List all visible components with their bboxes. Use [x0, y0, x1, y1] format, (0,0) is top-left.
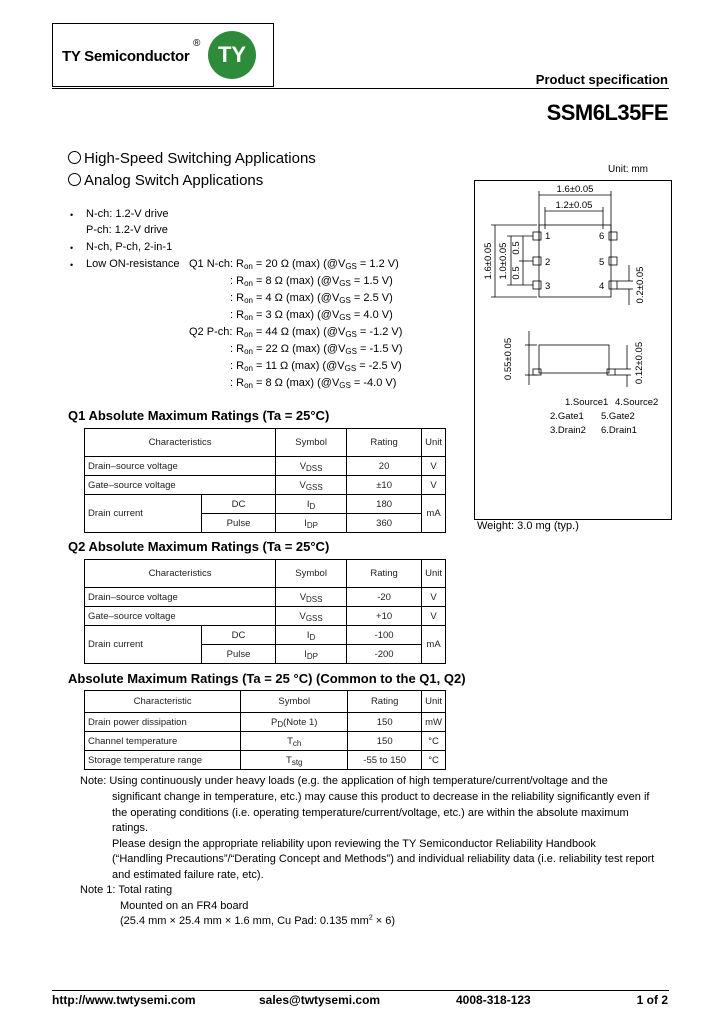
dim-left-outer: 1.6±0.05	[483, 242, 494, 280]
table-row: Drain current DC $I_D$ 180 mA	[85, 495, 446, 514]
q1-nch-label: Q1 N-ch:	[189, 258, 234, 270]
feature-nch-drive: N-ch: 1.2-V drive	[86, 208, 169, 220]
circle-bullet-icon	[68, 173, 81, 186]
pin-name: 3.Drain2	[550, 425, 586, 436]
table-row: Storage temperature range $T_{stg}$ -55 to 150 °C	[85, 751, 446, 770]
package-drawing	[475, 181, 671, 519]
table-row: Gate–source voltage $V_{GSS}$ ±10 V	[85, 476, 446, 495]
q2-ron-row: : $R_{on} = 22$ Ω (max) ($@V_{GS} = -1.5$ V)	[230, 343, 403, 356]
q2-table-title: Q2 Absolute Maximum Ratings (Ta = 25°C)	[68, 539, 330, 554]
feature-low-on: Low ON-resistance	[86, 258, 180, 270]
q2-pch-label: Q2 P-ch:	[189, 326, 233, 338]
th-rating: Rating	[347, 429, 422, 457]
note-mounted: Mounted on an FR4 board	[120, 900, 249, 912]
pin-name: 1.Source1	[565, 397, 609, 408]
registered-mark: ®	[193, 38, 201, 49]
weight: Weight: 3.0 mg (typ.)	[477, 520, 579, 532]
table-row: Drain power dissipation $P_D(Note$ 1) 150 mW	[85, 713, 446, 732]
application-item: High-Speed Switching Applications	[68, 150, 316, 167]
table-row: Drain–source voltage $V_{DSS}$ 20 V	[85, 457, 446, 476]
footer-rule	[52, 990, 669, 991]
application-item: Analog Switch Applications	[68, 172, 263, 189]
note-line: Please design the appropriate reliability upon reviewing the TY Semiconductor Reliability Handbook	[112, 838, 596, 850]
circle-bullet-icon	[68, 151, 81, 164]
q2-ratings-table: Characteristics Symbol Rating Unit Drain–source voltage $V_{DSS}$ -20 V Gate–source voltage $V_{GSS}$ +10 V Drain current DC $I_D$ -100 mA Pulse $I_{DP}$ -200	[84, 559, 446, 664]
table-row: Channel temperature $T_{ch}$ 150 °C	[85, 732, 446, 751]
q2-ron-row: : $R_{on} = 8$ Ω (max) ($@V_{GS} = -4.0$ V)	[230, 377, 397, 390]
q1-ron-row: : $R_{on} = 3$ Ω (max) ($@V_{GS} = 4.0$ V)	[230, 309, 393, 322]
pin-name: 6.Drain1	[601, 425, 637, 436]
note-line: Note: Using continuously under heavy loads (e.g. the application of high temperature/current/voltage and the	[80, 775, 608, 787]
pin-label: 1	[545, 231, 551, 242]
table-row: Pulse $I_{DP}$ 360	[85, 514, 446, 533]
note-line: and estimated failure rate, etc).	[112, 869, 264, 881]
note-line: significant change in temperature, etc.) may cause this product to decrease in the reliability significantly even if	[112, 791, 650, 803]
table-row: Drain current DC $I_D$ -100 mA	[85, 626, 446, 645]
feature-2in1: N-ch, P-ch, 2-in-1	[86, 241, 173, 253]
brand-name: TY Semiconductor	[62, 48, 190, 65]
pin-label: 3	[545, 281, 551, 292]
q1-ron-row: : $R_{on} = 4$ Ω (max) ($@V_{GS} = 2.5$ V)	[230, 292, 393, 305]
part-number: SSM6L35FE	[546, 100, 668, 125]
dim-left-inner: 1.0±0.05	[498, 242, 509, 280]
table-row: Pulse $I_{DP}$ -200	[85, 645, 446, 664]
dim-left-pitch: 0.5	[511, 241, 522, 255]
page-number: 1 of 2	[636, 993, 668, 1007]
pin-label: 4	[599, 281, 605, 292]
dim-top-outer: 1.6±0.05	[556, 184, 594, 195]
dim-top-inner: 1.2±0.05	[555, 200, 593, 211]
note-line: (“Handling Precautions”/“Derating Concept and Methods”) and individual reliability data (i.e. reliability test report	[112, 853, 655, 865]
bullet-icon: •	[70, 210, 74, 220]
pin-name: 4.Source2	[615, 397, 659, 408]
footer-url[interactable]: http://www.twtysemi.com	[52, 993, 196, 1007]
footer-phone: 4008-318-123	[456, 993, 531, 1007]
package-diagram	[474, 180, 672, 520]
dim-left-pitch: 0.5	[511, 266, 522, 280]
pin-label: 5	[599, 257, 605, 268]
common-table-title: Absolute Maximum Ratings (Ta = 25 °C) (Common to the Q1, Q2)	[68, 671, 466, 686]
q1-ron-row: : $R_{on} = 8$ Ω (max) ($@V_{GS} = 1.5$ V)	[230, 275, 393, 288]
dim-right-lead: 0.2±0.05	[635, 266, 646, 304]
bullet-icon: •	[70, 243, 74, 253]
table-row: Gate–source voltage $V_{GSS}$ +10 V	[85, 607, 446, 626]
product-specification: Product specification	[535, 72, 668, 87]
pin-name: 2.Gate1	[550, 411, 584, 422]
q2-ron-row: : $R_{on} = 11$ Ω (max) ($@V_{GS} = -2.5$ V)	[230, 360, 402, 373]
dim-side-lead: 0.12±0.05	[634, 341, 645, 385]
ty-logo: TY	[208, 31, 256, 79]
q1-table-title: Q1 Absolute Maximum Ratings (Ta = 25°C)	[68, 408, 330, 423]
th-characteristics: Characteristics	[85, 429, 276, 457]
note-line: ratings.	[112, 822, 149, 834]
bullet-icon: •	[70, 260, 74, 270]
dim-side-height: 0.55±0.05	[503, 337, 514, 381]
q2-ron-row: $R_{on} = 44$ Ω (max) ($@V_{GS} = -1.2$ V)	[236, 326, 403, 339]
feature-pch-drive: P-ch: 1.2-V drive	[86, 224, 168, 236]
note-line: the operating conditions (i.e. operating temperature/current/voltage, etc.) are within the absolute maximum	[112, 807, 629, 819]
q1-ron-row: $R_{on} = 20$ Ω (max) ($@V_{GS} = 1.2$ V)	[236, 258, 399, 271]
note-board-size: (25.4 mm × 25.4 mm × 1.6 mm, Cu Pad: 0.135 $mm^2 \times 6$)	[120, 914, 396, 927]
pin-label: 6	[599, 231, 605, 242]
pin-label: 2	[545, 257, 551, 268]
note-1: Note 1: Total rating	[80, 884, 173, 896]
unit-label: Unit: mm	[608, 164, 648, 175]
th-unit: Unit	[422, 429, 446, 457]
table-row: Drain–source voltage $V_{DSS}$ -20 V	[85, 588, 446, 607]
th-symbol: Symbol	[276, 429, 347, 457]
footer-email[interactable]: sales@twtysemi.com	[259, 993, 381, 1007]
q1-ratings-table	[84, 428, 446, 533]
common-ratings-table: Characteristic Symbol Rating Unit Drain power dissipation $P_D(Note$ 1) 150 mW Channel temperature $T_{ch}$ 150 °C Storage temperature range $T_{stg}$ -55 to 150 °C	[84, 690, 446, 770]
pin-name: 5.Gate2	[601, 411, 635, 422]
header-rule	[52, 88, 669, 89]
